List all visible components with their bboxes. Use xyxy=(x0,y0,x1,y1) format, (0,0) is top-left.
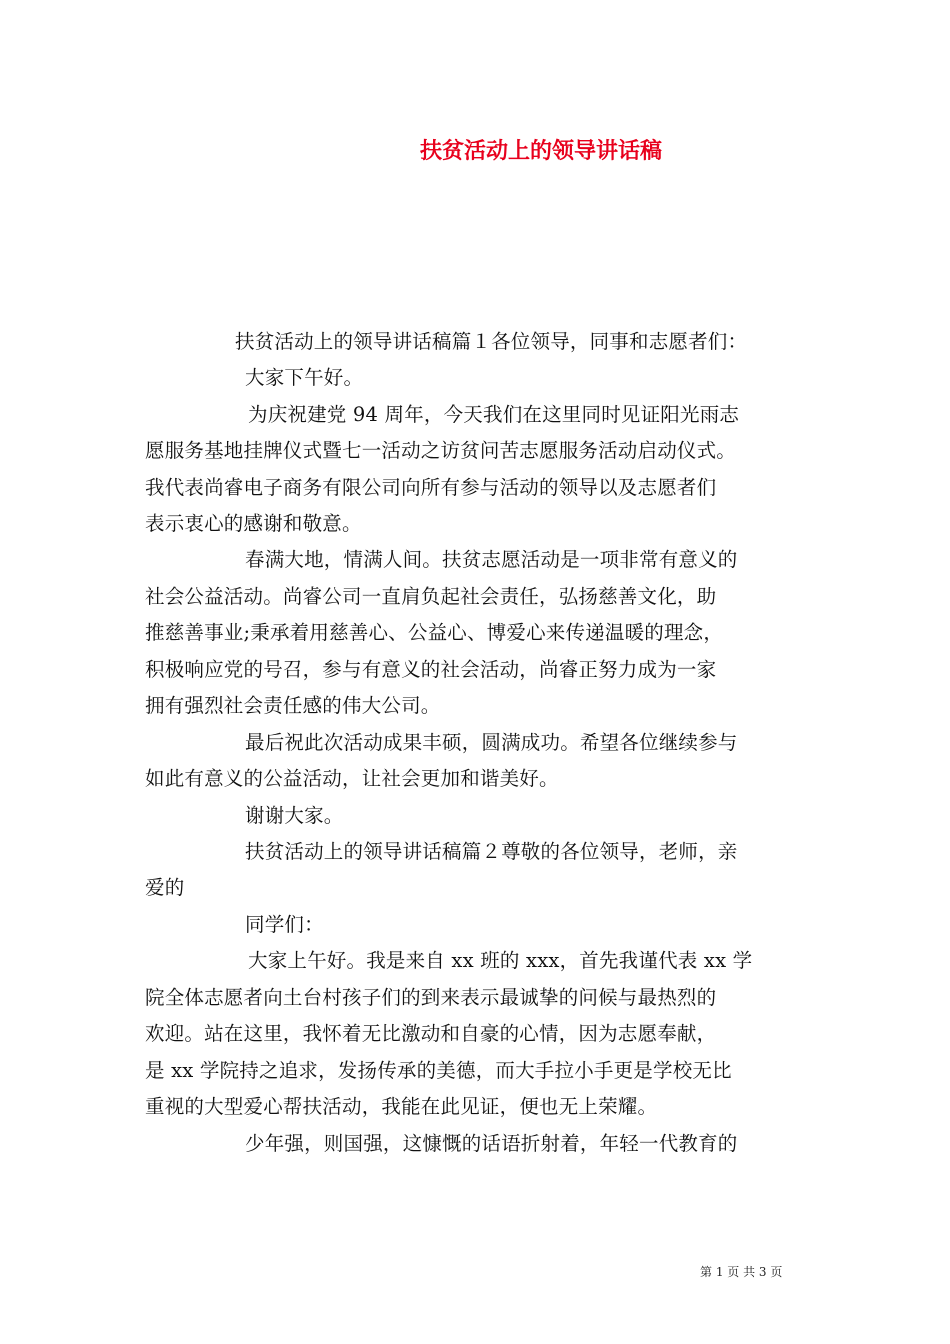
paragraph-line: 是 xx 学院持之追求，发扬传承的美德，而大手拉小手更是学校无比 xyxy=(145,1059,732,1082)
paragraph-line: 院全体志愿者向土台村孩子们的到来表示最诚挚的问候与最热烈的 xyxy=(145,986,717,1009)
paragraph-line: 我代表尚睿电子商务有限公司向所有参与活动的领导以及志愿者们 xyxy=(145,476,717,499)
paragraph-line: 最后祝此次活动成果丰硕，圆满成功。希望各位继续参与 xyxy=(245,731,738,754)
paragraph-line: 推慈善事业;秉承着用慈善心、公益心、博爱心来传递温暖的理念， xyxy=(145,621,724,644)
document-title: 扶贫活动上的领导讲话稿 xyxy=(420,139,663,164)
paragraph-line: 为庆祝建党 94 周年，今天我们在这里同时见证阳光雨志 xyxy=(248,403,740,426)
paragraph-line: 社会公益活动。尚睿公司一直肩负起社会责任，弘扬慈善文化，助 xyxy=(145,585,717,608)
paragraph-line: 大家下午好。 xyxy=(245,366,364,389)
paragraph-line: 欢迎。站在这里，我怀着无比激动和自豪的心情，因为志愿奉献， xyxy=(145,1022,717,1045)
paragraph-line: 大家上午好。我是来自 xx 班的 xxx，首先我谨代表 xx 学 xyxy=(248,949,753,972)
paragraph-line: 愿服务基地挂牌仪式暨七一活动之访贫问苦志愿服务活动启动仪式。 xyxy=(145,439,737,462)
page-number-footer: 第 1 页 共 3 页 xyxy=(700,1265,783,1279)
paragraph-line: 谢谢大家。 xyxy=(245,804,344,827)
paragraph-line: 扶贫活动上的领导讲话稿篇１各位领导，同事和志愿者们： xyxy=(235,330,748,353)
paragraph-line: 少年强，则国强，这慷慨的话语折射着，年轻一代教育的 xyxy=(245,1132,738,1155)
paragraph-line: 扶贫活动上的领导讲话稿篇２尊敬的各位领导，老师，亲 xyxy=(245,840,738,863)
paragraph-line: 春满大地，情满人间。扶贫志愿活动是一项非常有意义的 xyxy=(245,548,738,571)
paragraph-line: 表示衷心的感谢和敬意。 xyxy=(145,512,362,535)
paragraph-line: 重视的大型爱心帮扶活动，我能在此见证，便也无上荣耀。 xyxy=(145,1095,658,1118)
paragraph-line: 拥有强烈社会责任感的伟大公司。 xyxy=(145,694,441,717)
paragraph-line: 积极响应党的号召，参与有意义的社会活动，尚睿正努力成为一家 xyxy=(145,658,717,681)
paragraph-line: 同学们： xyxy=(245,913,324,936)
paragraph-line: 爱的 xyxy=(145,876,185,899)
paragraph-line: 如此有意义的公益活动，让社会更加和谐美好。 xyxy=(145,767,559,790)
